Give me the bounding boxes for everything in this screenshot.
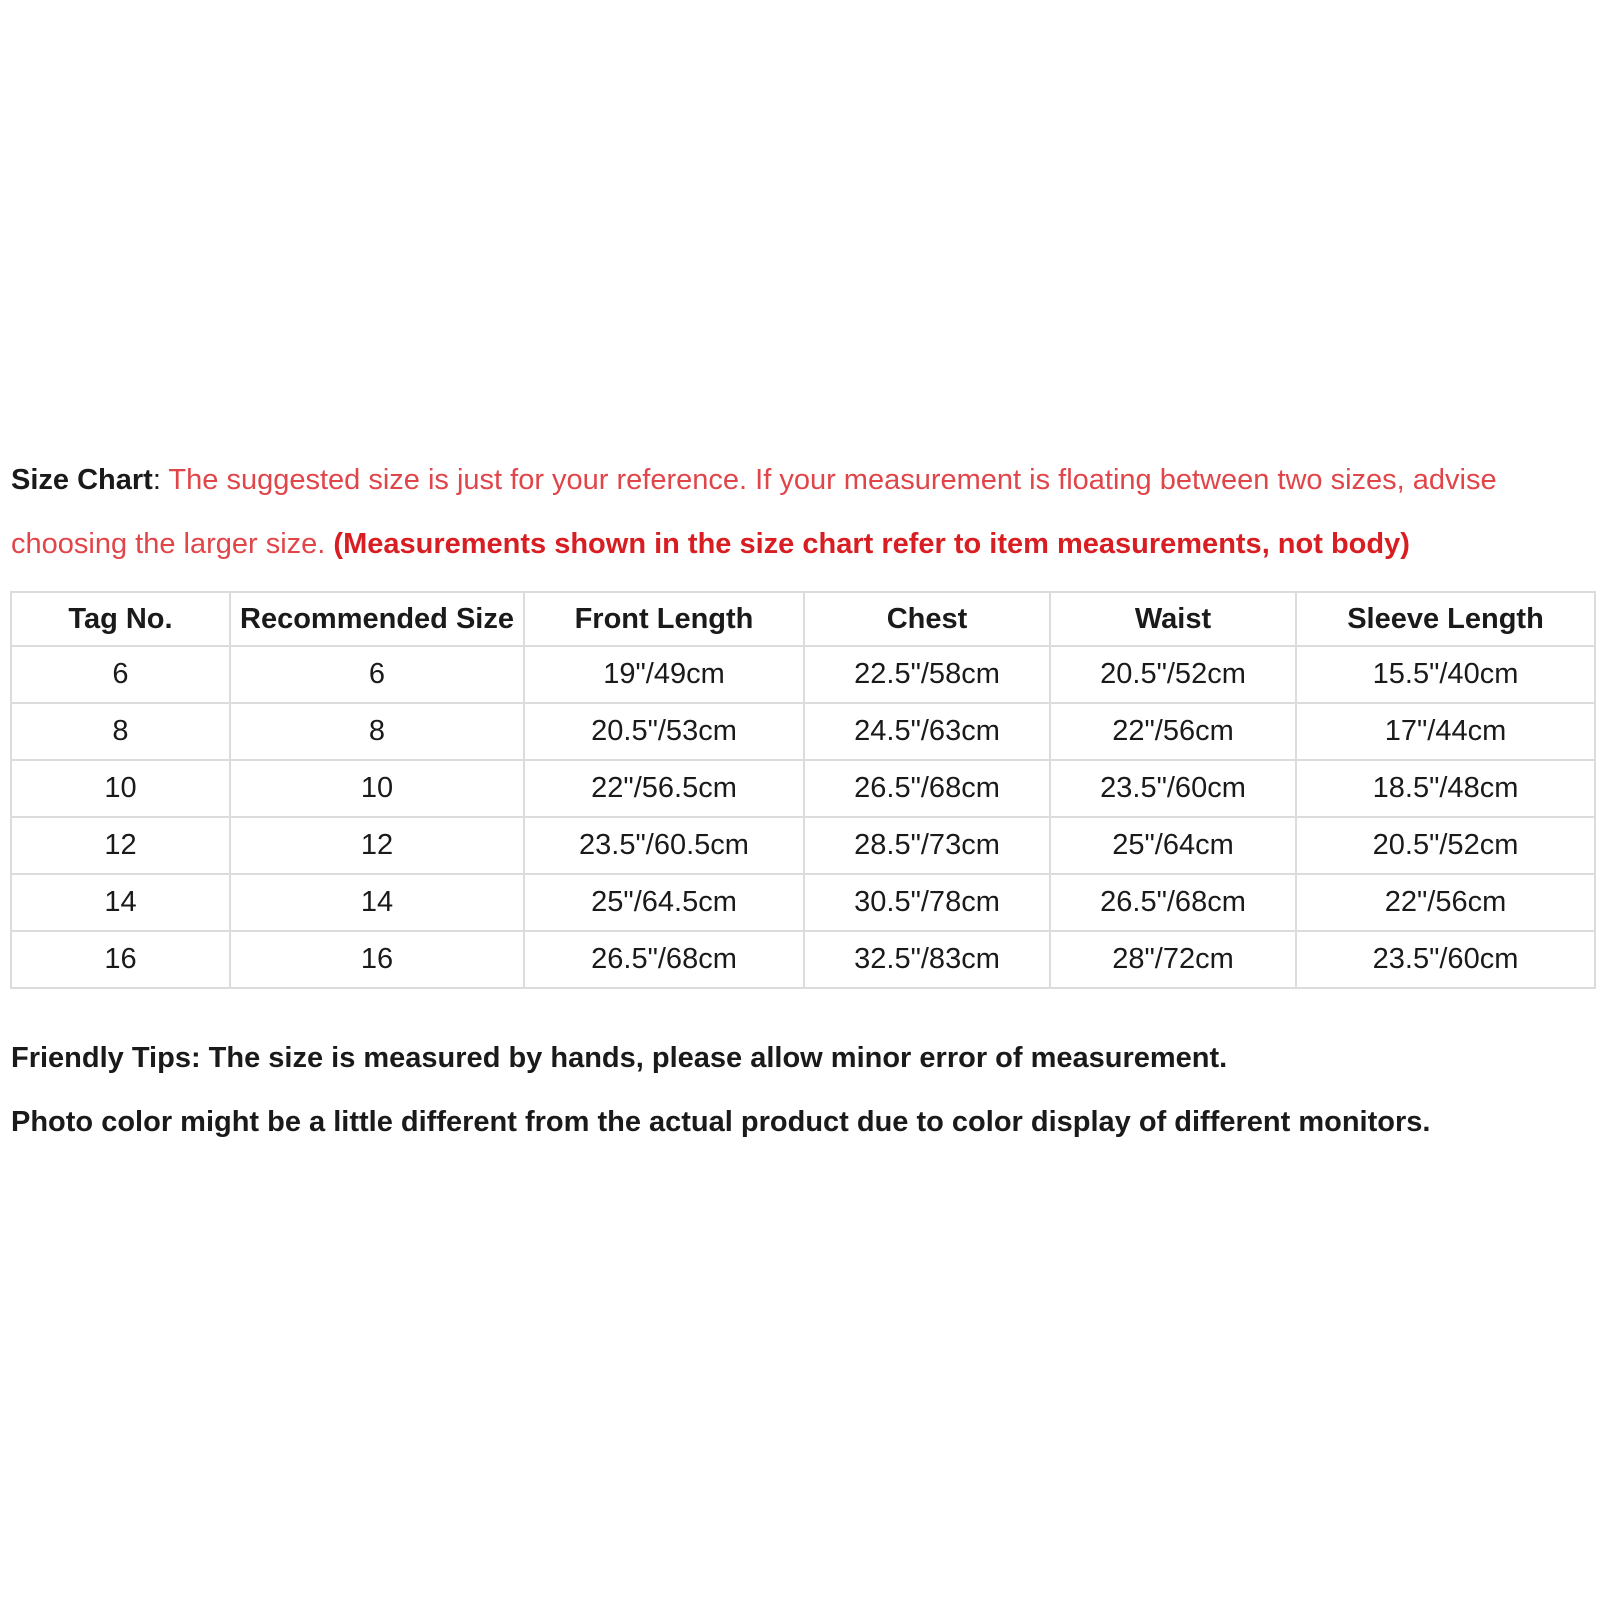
cell-front-length: 19"/49cm xyxy=(524,646,804,703)
table-header-row xyxy=(11,592,1595,646)
header-waist: Waist xyxy=(1050,592,1296,646)
cell-recommended-size: 10 xyxy=(230,760,524,817)
header-recommended-size: Recommended Size xyxy=(230,592,524,646)
cell-chest: 32.5"/83cm xyxy=(804,931,1050,988)
table-row xyxy=(11,874,1595,931)
cell-chest: 28.5"/73cm xyxy=(804,817,1050,874)
header-chest: Chest xyxy=(804,592,1050,646)
cell-waist: 26.5"/68cm xyxy=(1050,874,1296,931)
cell-tag-no: 16 xyxy=(11,931,230,988)
tips-line-color: Photo color might be a little different from the actual product due to color display of different monitors. xyxy=(11,1106,1431,1138)
size-suggestion-text: The suggested size is just for your reference. If your measurement is floating between two sizes, advise choosing the larger size. xyxy=(11,464,1497,560)
table-row xyxy=(11,646,1595,703)
cell-waist: 23.5"/60cm xyxy=(1050,760,1296,817)
cell-tag-no: 12 xyxy=(11,817,230,874)
cell-chest: 24.5"/63cm xyxy=(804,703,1050,760)
cell-recommended-size: 16 xyxy=(230,931,524,988)
table-row xyxy=(11,931,1595,988)
cell-chest: 26.5"/68cm xyxy=(804,760,1050,817)
cell-waist: 20.5"/52cm xyxy=(1050,646,1296,703)
cell-tag-no: 10 xyxy=(11,760,230,817)
cell-chest: 22.5"/58cm xyxy=(804,646,1050,703)
cell-front-length: 26.5"/68cm xyxy=(524,931,804,988)
table-row xyxy=(11,817,1595,874)
header-front-length: Front Length xyxy=(524,592,804,646)
friendly-tips xyxy=(11,1026,1581,1154)
cell-chest: 30.5"/78cm xyxy=(804,874,1050,931)
cell-recommended-size: 6 xyxy=(230,646,524,703)
cell-sleeve-length: 20.5"/52cm xyxy=(1296,817,1595,874)
cell-front-length: 20.5"/53cm xyxy=(524,703,804,760)
header-sleeve-length: Sleeve Length xyxy=(1296,592,1595,646)
cell-sleeve-length: 18.5"/48cm xyxy=(1296,760,1595,817)
cell-sleeve-length: 17"/44cm xyxy=(1296,703,1595,760)
table-row xyxy=(11,760,1595,817)
cell-sleeve-length: 22"/56cm xyxy=(1296,874,1595,931)
label-separator: : xyxy=(152,464,169,496)
cell-waist: 28"/72cm xyxy=(1050,931,1296,988)
cell-front-length: 22"/56.5cm xyxy=(524,760,804,817)
cell-tag-no: 14 xyxy=(11,874,230,931)
size-chart-label: Size Chart xyxy=(11,464,153,496)
cell-recommended-size: 14 xyxy=(230,874,524,931)
cell-waist: 22"/56cm xyxy=(1050,703,1296,760)
cell-front-length: 25"/64.5cm xyxy=(524,874,804,931)
cell-tag-no: 6 xyxy=(11,646,230,703)
header-tag-no: Tag No. xyxy=(11,592,230,646)
table-row xyxy=(11,703,1595,760)
cell-tag-no: 8 xyxy=(11,703,230,760)
tips-line-measurement: Friendly Tips: The size is measured by hands, please allow minor error of measurement. xyxy=(11,1042,1228,1074)
cell-recommended-size: 12 xyxy=(230,817,524,874)
cell-recommended-size: 8 xyxy=(230,703,524,760)
size-table xyxy=(10,591,1596,989)
cell-front-length: 23.5"/60.5cm xyxy=(524,817,804,874)
cell-sleeve-length: 23.5"/60cm xyxy=(1296,931,1595,988)
cell-waist: 25"/64cm xyxy=(1050,817,1296,874)
measurement-note: (Measurements shown in the size chart refer to item measurements, not body) xyxy=(333,528,1410,560)
cell-sleeve-length: 15.5"/40cm xyxy=(1296,646,1595,703)
size-chart-intro xyxy=(11,448,1581,576)
